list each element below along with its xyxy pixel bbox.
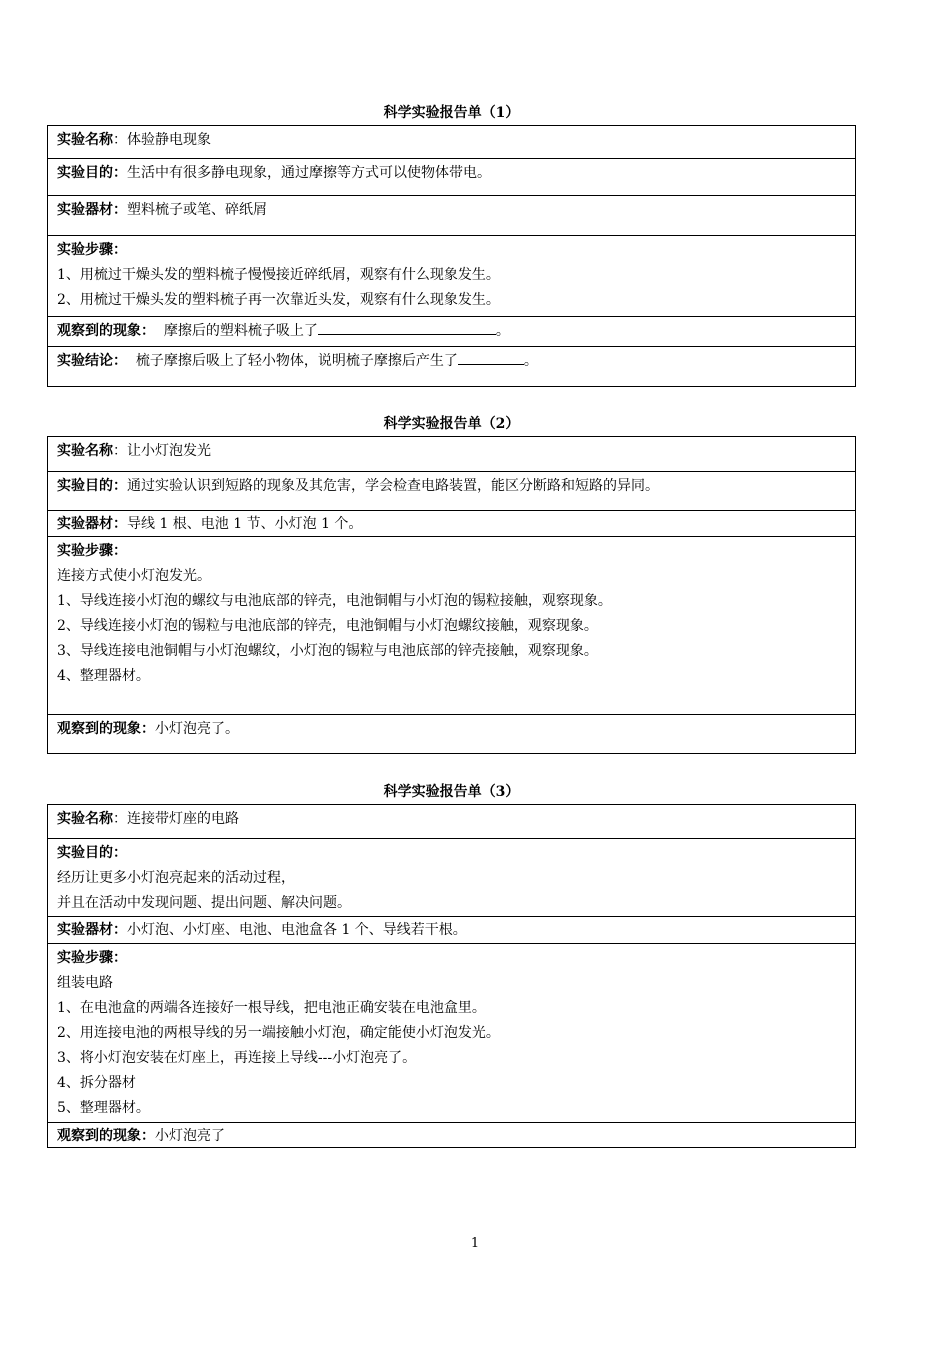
experiment-steps-label: 实验步骤：	[57, 242, 127, 258]
report-3-title: 科学实验报告单（3）	[383, 784, 520, 800]
observation-row	[48, 1123, 856, 1148]
experiment-name-label: 实验名称	[57, 132, 113, 148]
observation-label: 观察到的现象：	[57, 1128, 155, 1144]
step-line: 1、用梳过干燥头发的塑料梳子慢慢接近碎纸屑，观察有什么现象发生。	[57, 267, 500, 283]
step-line: 1、导线连接小灯泡的螺纹与电池底部的锌壳，电池铜帽与小灯泡的锡粒接触，观察现象。	[57, 593, 612, 609]
experiment-purpose-row	[48, 839, 856, 917]
observation-text: 摩擦后的塑料梳子吸上了	[163, 323, 318, 339]
experiment-materials-label: 实验器材：	[57, 922, 127, 938]
observation-row	[48, 715, 856, 754]
conclusion-end: 。	[523, 353, 538, 369]
experiment-name-row	[48, 437, 856, 472]
purpose-line: 并且在活动中发现问题、提出问题、解决问题。	[57, 895, 351, 911]
step-line: 2、导线连接小灯泡的锡粒与电池底部的锌壳，电池铜帽与小灯泡螺纹接触，观察现象。	[57, 618, 598, 634]
experiment-purpose-value: 通过实验认识到短路的现象及其危害，学会检查电路装置，能区分断路和短路的异同。	[127, 478, 659, 494]
step-line: 4、拆分器材	[57, 1075, 136, 1091]
step-line: 3、将小灯泡安装在灯座上，再连接上导线---小灯泡亮了。	[57, 1050, 417, 1066]
experiment-materials-row	[48, 196, 856, 236]
experiment-name-value: 连接带灯座的电路	[127, 811, 239, 827]
observation-value: 小灯泡亮了。	[155, 721, 239, 737]
observation-label: 观察到的现象：	[57, 323, 155, 339]
report-3-table	[47, 804, 856, 1148]
experiment-name-row	[48, 805, 856, 839]
experiment-steps-label: 实验步骤：	[57, 543, 127, 559]
step-line: 3、导线连接电池铜帽与小灯泡螺纹，小灯泡的锡粒与电池底部的锌壳接触，观察现象。	[57, 643, 598, 659]
experiment-name-value: 体验静电现象	[127, 132, 211, 148]
experiment-name-sep: ：	[113, 443, 127, 459]
report-1-title: 科学实验报告单（1）	[383, 105, 520, 121]
experiment-name-value: 让小灯泡发光	[127, 443, 211, 459]
observation-label: 观察到的现象：	[57, 721, 155, 737]
fill-in-blank[interactable]	[458, 350, 524, 365]
experiment-name-sep: ：	[113, 132, 127, 148]
experiment-steps-row	[48, 537, 856, 715]
report-2-title: 科学实验报告单（2）	[383, 416, 520, 432]
experiment-materials-row	[48, 511, 856, 537]
experiment-steps-row	[48, 944, 856, 1123]
experiment-purpose-label: 实验目的：	[57, 165, 127, 181]
experiment-materials-label: 实验器材：	[57, 202, 127, 218]
experiment-purpose-label: 实验目的：	[57, 845, 127, 861]
experiment-name-sep: ：	[113, 811, 127, 827]
experiment-steps-label: 实验步骤：	[57, 950, 127, 966]
observation-value: 小灯泡亮了	[155, 1128, 225, 1144]
experiment-name-row	[48, 126, 856, 159]
conclusion-text: 梳子摩擦后吸上了轻小物体，说明梳子摩擦后产生了	[135, 353, 458, 369]
experiment-materials-value: 导线 1 根、电池 1 节、小灯泡 1 个。	[127, 516, 363, 532]
step-line: 4、整理器材。	[57, 668, 150, 684]
purpose-line: 经历让更多小灯泡亮起来的活动过程，	[57, 870, 295, 886]
experiment-materials-value: 塑料梳子或笔、碎纸屑	[127, 202, 267, 218]
report-1-table	[47, 125, 856, 387]
experiment-steps-row	[48, 236, 856, 317]
observation-end: 。	[495, 323, 510, 339]
experiment-purpose-label: 实验目的：	[57, 478, 127, 494]
step-line: 连接方式使小灯泡发光。	[57, 568, 211, 584]
experiment-materials-label: 实验器材：	[57, 516, 127, 532]
experiment-purpose-row	[48, 159, 856, 196]
step-line: 1、在电池盒的两端各连接好一根导线，把电池正确安装在电池盒里。	[57, 1000, 486, 1016]
experiment-purpose-value: 生活中有很多静电现象，通过摩擦等方式可以使物体带电。	[127, 165, 491, 181]
experiment-purpose-row	[48, 472, 856, 511]
experiment-name-label: 实验名称	[57, 443, 113, 459]
conclusion-row	[48, 347, 856, 387]
step-line: 组装电路	[57, 975, 113, 991]
conclusion-label: 实验结论：	[57, 353, 127, 369]
page-number: 1	[470, 1236, 480, 1251]
step-line: 2、用连接电池的两根导线的另一端接触小灯泡，确定能使小灯泡发光。	[57, 1025, 500, 1041]
report-2-table	[47, 436, 856, 754]
observation-row	[48, 317, 856, 347]
experiment-materials-row	[48, 917, 856, 944]
step-line: 5、整理器材。	[57, 1100, 150, 1116]
step-line: 2、用梳过干燥头发的塑料梳子再一次靠近头发，观察有什么现象发生。	[57, 292, 500, 308]
fill-in-blank[interactable]	[318, 320, 496, 335]
experiment-name-label: 实验名称	[57, 811, 113, 827]
experiment-materials-value: 小灯泡、小灯座、电池、电池盒各 1 个、导线若干根。	[127, 922, 467, 938]
